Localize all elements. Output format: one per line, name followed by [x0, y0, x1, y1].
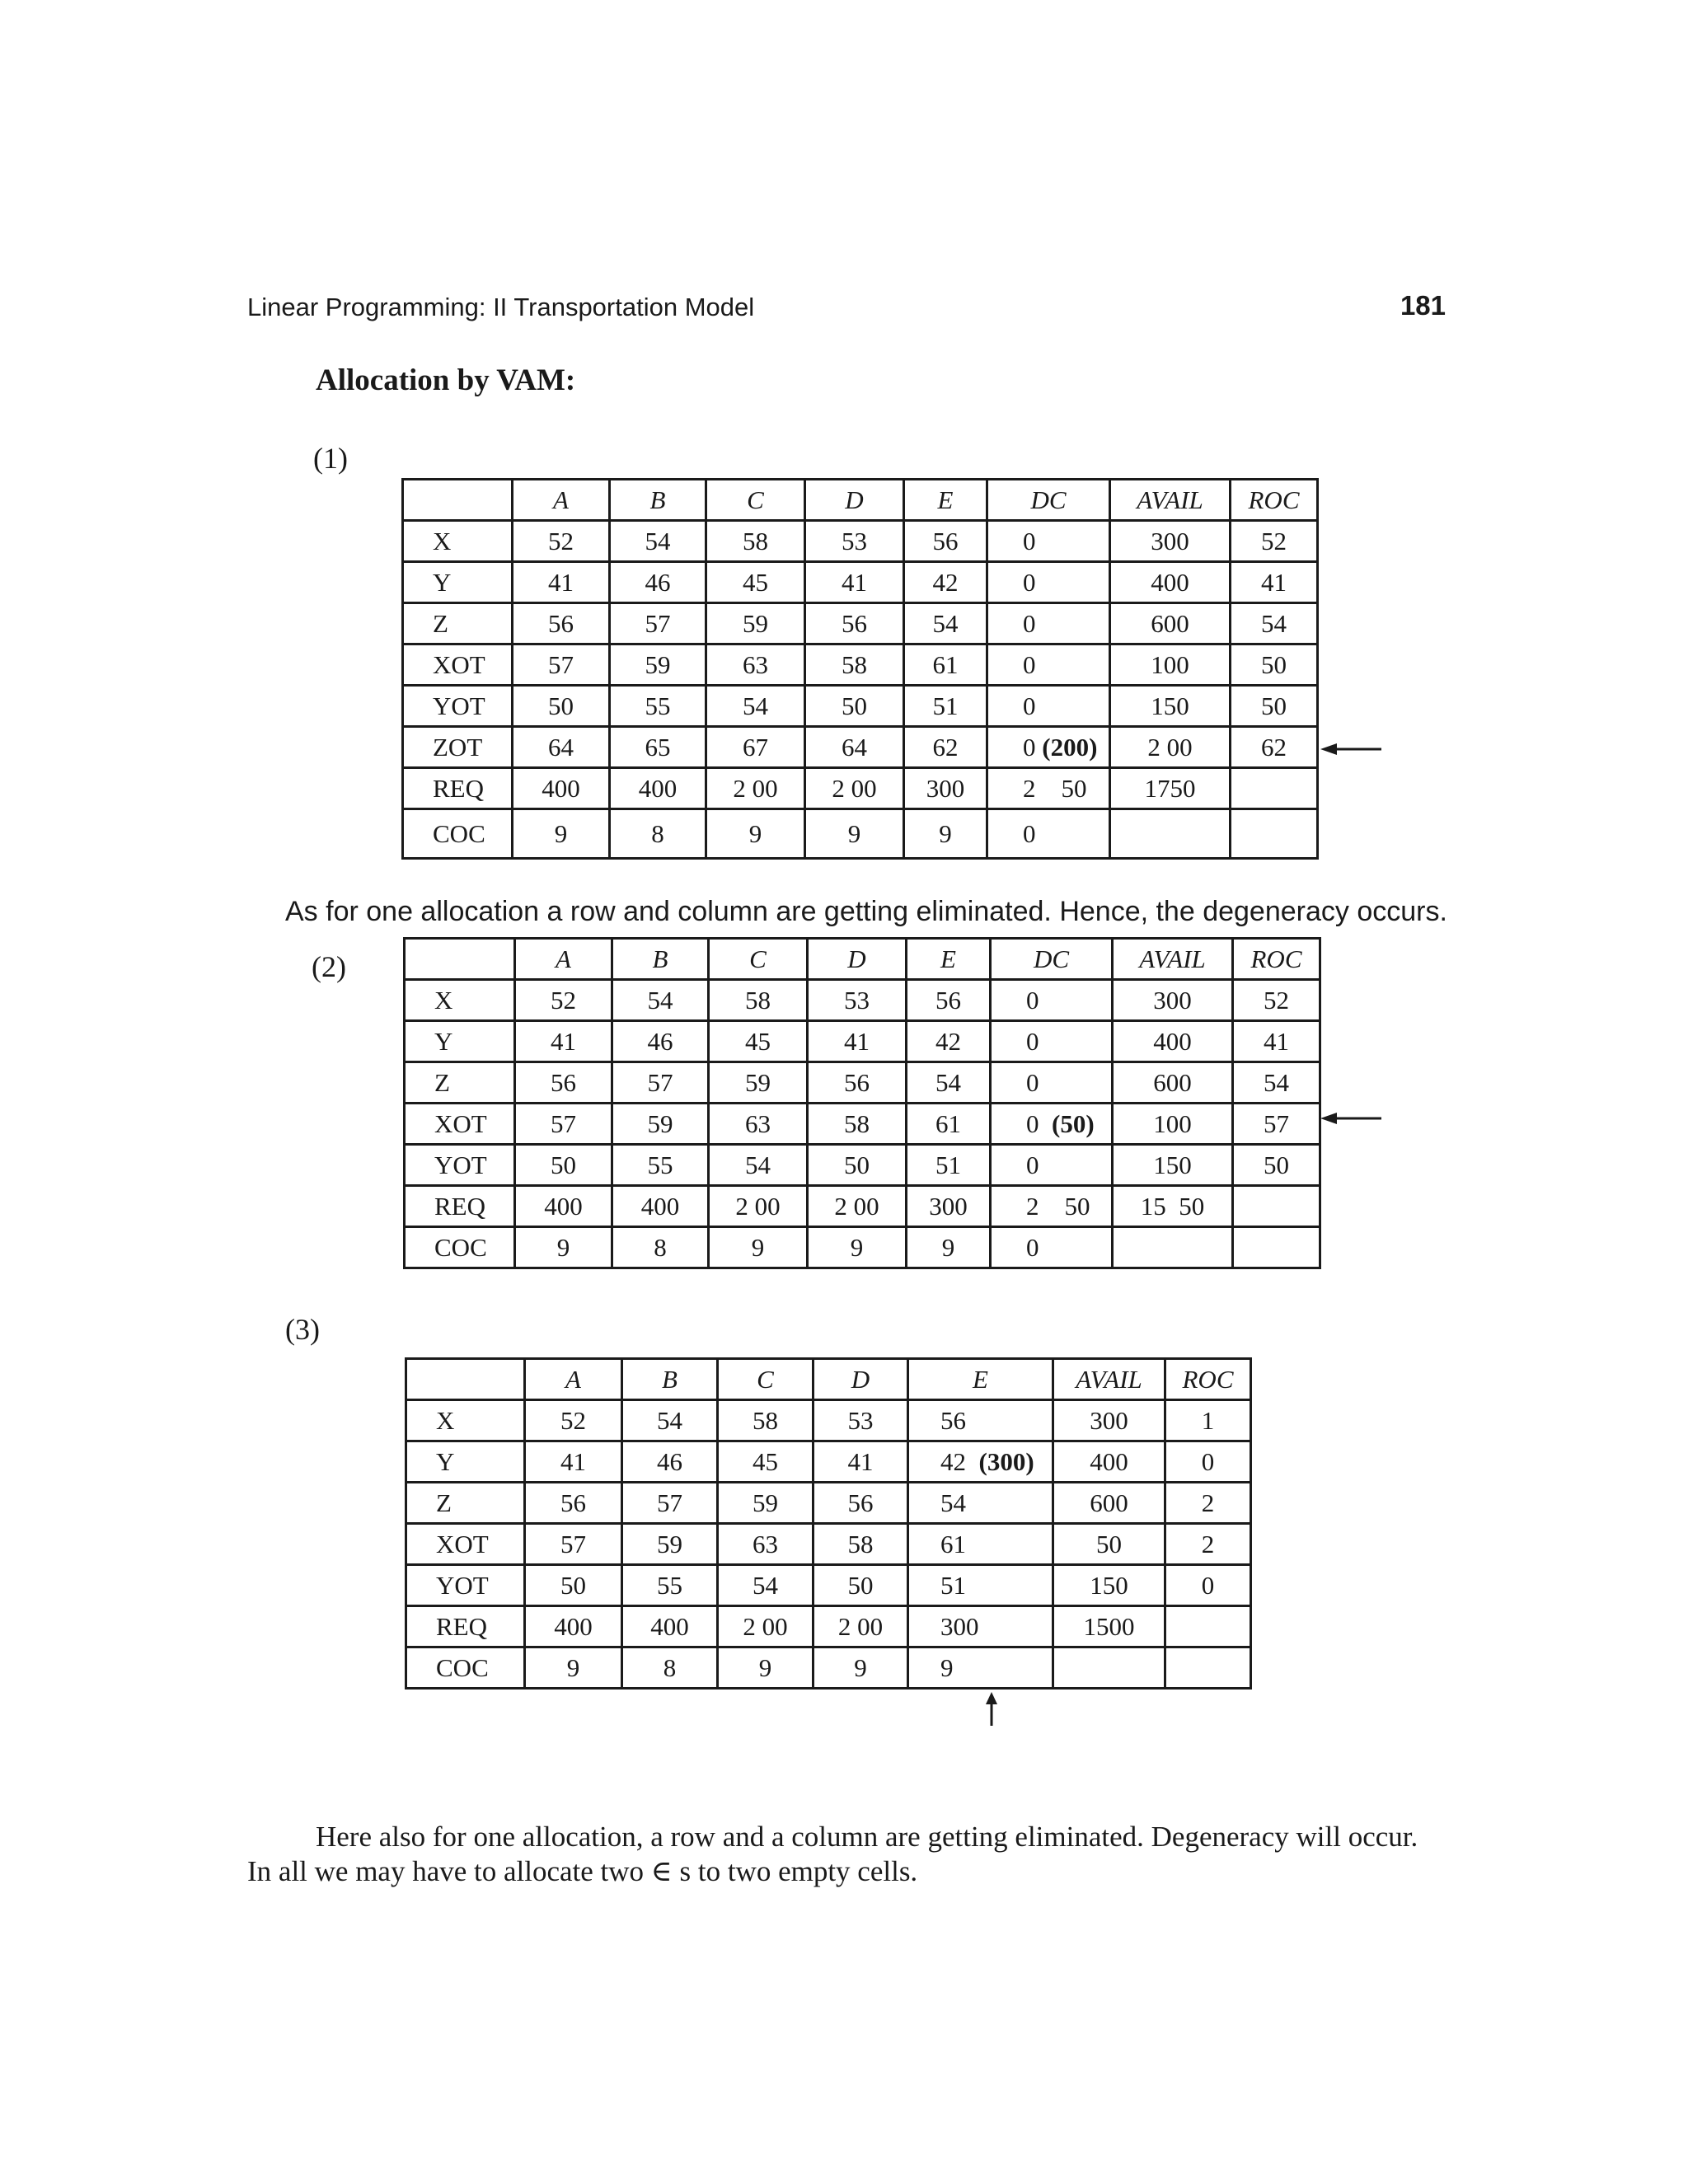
- table-cell: 50: [1053, 1524, 1165, 1565]
- table-row: [406, 1647, 1251, 1689]
- table-cell: 0: [1165, 1441, 1251, 1483]
- table-cell: 42: [904, 562, 987, 603]
- table-cell: 8: [610, 809, 706, 859]
- allocation-value: (200): [1042, 733, 1098, 762]
- column-header: B: [610, 480, 706, 521]
- table-cell: 150: [1053, 1565, 1165, 1606]
- table-cell: 41: [513, 562, 610, 603]
- table-cell: 56: [805, 603, 904, 644]
- table-cell: [908, 1441, 1053, 1483]
- table-cell: 9: [513, 809, 610, 859]
- table-cell: 2 00: [718, 1606, 814, 1647]
- table-cell: 1750: [1110, 768, 1231, 809]
- table-cell: 61: [907, 1104, 991, 1145]
- table-cell: [1233, 1227, 1320, 1268]
- table-cell: 56: [808, 1062, 907, 1104]
- column-header: D: [808, 939, 907, 980]
- table-cell: 50: [808, 1145, 907, 1186]
- table-cell: 59: [706, 603, 805, 644]
- row-label: XOT: [403, 644, 513, 686]
- step-1-label: (1): [313, 442, 348, 475]
- table-cell: 54: [706, 686, 805, 727]
- table-row: [403, 809, 1318, 859]
- table-cell: 400: [622, 1606, 718, 1647]
- table-cell: 56: [814, 1483, 908, 1524]
- table-cell: 45: [718, 1441, 814, 1483]
- table-cell: 58: [709, 980, 808, 1021]
- row-label: COC: [405, 1227, 515, 1268]
- table-cell: 0: [987, 603, 1110, 644]
- row-label: Z: [406, 1483, 525, 1524]
- column-header: [403, 480, 513, 521]
- column-header: A: [515, 939, 612, 980]
- table-cell: 54: [908, 1483, 1053, 1524]
- column-header: AVAIL: [1053, 1359, 1165, 1400]
- row-label: X: [406, 1400, 525, 1441]
- table-cell: 54: [907, 1062, 991, 1104]
- table-cell: 50: [515, 1145, 612, 1186]
- table-cell: 54: [622, 1400, 718, 1441]
- table-cell: 300: [1053, 1400, 1165, 1441]
- table-cell: 600: [1053, 1483, 1165, 1524]
- row-label: Y: [405, 1021, 515, 1062]
- row-label: Z: [403, 603, 513, 644]
- table-cell: 53: [814, 1400, 908, 1441]
- table-cell: 52: [1233, 980, 1320, 1021]
- table-row: [405, 1021, 1320, 1062]
- table-cell: 2 00: [709, 1186, 808, 1227]
- table-cell: 100: [1110, 644, 1231, 686]
- cell-cost: 0: [1026, 1109, 1052, 1138]
- table-cell: 8: [612, 1227, 709, 1268]
- table-cell: 56: [908, 1400, 1053, 1441]
- table-row: [406, 1441, 1251, 1483]
- degeneracy-sentence: As for one allocation a row and column are getting eliminated. Hence, the degeneracy occurs.: [285, 896, 1447, 927]
- table-cell: 0: [987, 521, 1110, 562]
- row-label: YOT: [405, 1145, 515, 1186]
- table-row: [403, 603, 1318, 644]
- table-cell: 53: [808, 980, 907, 1021]
- table-cell: 54: [1233, 1062, 1320, 1104]
- table-cell: 0: [991, 1062, 1113, 1104]
- row-label: XOT: [405, 1104, 515, 1145]
- table-row: [406, 1606, 1251, 1647]
- step-3-label: (3): [285, 1313, 320, 1346]
- cell-cost: 0: [1023, 733, 1043, 762]
- table-cell: 9: [908, 1647, 1053, 1689]
- row-label: YOT: [403, 686, 513, 727]
- table-cell: 9: [907, 1227, 991, 1268]
- table-cell: 2 00: [814, 1606, 908, 1647]
- table-cell: 56: [515, 1062, 612, 1104]
- table-row: [405, 1104, 1320, 1145]
- table-cell: 0: [1165, 1565, 1251, 1606]
- table-cell: 64: [805, 727, 904, 768]
- table-cell: 50: [814, 1565, 908, 1606]
- table-cell: 61: [904, 644, 987, 686]
- table-row: [405, 980, 1320, 1021]
- column-header: ROC: [1165, 1359, 1251, 1400]
- table-cell: 56: [907, 980, 991, 1021]
- table-cell: 57: [622, 1483, 718, 1524]
- table-cell: 62: [1231, 727, 1318, 768]
- table-cell: 59: [610, 644, 706, 686]
- table-cell: 54: [610, 521, 706, 562]
- table-cell: 9: [525, 1647, 622, 1689]
- table-cell: 55: [610, 686, 706, 727]
- table-cell: 58: [814, 1524, 908, 1565]
- row-label: YOT: [406, 1565, 525, 1606]
- table-cell: 300: [907, 1186, 991, 1227]
- table-cell: 57: [610, 603, 706, 644]
- table-cell: 9: [814, 1647, 908, 1689]
- table-header-row: [405, 939, 1320, 980]
- table-cell: 50: [1231, 644, 1318, 686]
- column-header: B: [612, 939, 709, 980]
- row-label: COC: [406, 1647, 525, 1689]
- column-header: E: [904, 480, 987, 521]
- table-cell: 58: [808, 1104, 907, 1145]
- row-label: REQ: [405, 1186, 515, 1227]
- table-cell: 46: [622, 1441, 718, 1483]
- row-label: REQ: [406, 1606, 525, 1647]
- row-label: XOT: [406, 1524, 525, 1565]
- column-header: D: [805, 480, 904, 521]
- table-cell: 52: [525, 1400, 622, 1441]
- table-cell: 41: [1231, 562, 1318, 603]
- table-cell: 41: [515, 1021, 612, 1062]
- table-cell: 15 50: [1113, 1186, 1233, 1227]
- table-cell: 50: [513, 686, 610, 727]
- table-cell: 9: [515, 1227, 612, 1268]
- table-cell: 400: [1053, 1441, 1165, 1483]
- table-cell: 53: [805, 521, 904, 562]
- row-arrow-icon: [1319, 1108, 1385, 1128]
- table-cell: 54: [709, 1145, 808, 1186]
- table-cell: 400: [525, 1606, 622, 1647]
- table-cell: 300: [904, 768, 987, 809]
- allocation-value: (50): [1052, 1109, 1095, 1138]
- row-arrow-icon: [1319, 739, 1385, 759]
- table-cell: 2 50: [991, 1186, 1113, 1227]
- table-cell: 9: [808, 1227, 907, 1268]
- table-row: [405, 1227, 1320, 1268]
- table-cell: 51: [904, 686, 987, 727]
- table-cell: 1500: [1053, 1606, 1165, 1647]
- table-cell: 0: [991, 980, 1113, 1021]
- table-cell: 63: [709, 1104, 808, 1145]
- column-header: [405, 939, 515, 980]
- table-cell: 56: [513, 603, 610, 644]
- table-cell: 45: [709, 1021, 808, 1062]
- running-head: Linear Programming: II Transportation Model: [247, 293, 755, 321]
- table-cell: 50: [1231, 686, 1318, 727]
- row-label: REQ: [403, 768, 513, 809]
- table-cell: 0: [991, 1021, 1113, 1062]
- table-cell: 50: [805, 686, 904, 727]
- table-cell: 8: [622, 1647, 718, 1689]
- table-cell: 57: [515, 1104, 612, 1145]
- table-cell: 400: [515, 1186, 612, 1227]
- table-cell: 600: [1110, 603, 1231, 644]
- table-cell: [1053, 1647, 1165, 1689]
- table-cell: 59: [622, 1524, 718, 1565]
- row-label: COC: [403, 809, 513, 859]
- table-row: [405, 1186, 1320, 1227]
- cell-cost: 42: [940, 1447, 979, 1476]
- table-cell: [991, 1104, 1113, 1145]
- table-cell: 46: [610, 562, 706, 603]
- table-cell: 9: [709, 1227, 808, 1268]
- table-cell: [1231, 768, 1318, 809]
- table-cell: 65: [610, 727, 706, 768]
- table-row: [405, 1145, 1320, 1186]
- table-row: [403, 686, 1318, 727]
- table-cell: [1165, 1647, 1251, 1689]
- section-heading: Allocation by VAM:: [316, 363, 576, 397]
- table-row: [406, 1400, 1251, 1441]
- column-header: ROC: [1233, 939, 1320, 980]
- table-cell: 64: [513, 727, 610, 768]
- table-cell: 400: [513, 768, 610, 809]
- table-cell: 61: [908, 1524, 1053, 1565]
- table-cell: 57: [525, 1524, 622, 1565]
- table-cell: 0: [991, 1227, 1113, 1268]
- page-number: 181: [1400, 290, 1446, 321]
- table-cell: 400: [610, 768, 706, 809]
- table-cell: 52: [513, 521, 610, 562]
- column-header: [406, 1359, 525, 1400]
- column-header: DC: [987, 480, 1110, 521]
- table-cell: 63: [718, 1524, 814, 1565]
- row-label: X: [405, 980, 515, 1021]
- table-cell: 63: [706, 644, 805, 686]
- table-cell: [1110, 809, 1231, 859]
- table-cell: 9: [706, 809, 805, 859]
- table-cell: [1113, 1227, 1233, 1268]
- table-cell: 58: [706, 521, 805, 562]
- table-cell: [1231, 809, 1318, 859]
- column-header: A: [513, 480, 610, 521]
- row-label: ZOT: [403, 727, 513, 768]
- table-row: [406, 1483, 1251, 1524]
- table-cell: 58: [718, 1400, 814, 1441]
- table-cell: 41: [805, 562, 904, 603]
- column-header: AVAIL: [1110, 480, 1231, 521]
- table-cell: 58: [805, 644, 904, 686]
- table-cell: 57: [513, 644, 610, 686]
- table-cell: 0: [987, 562, 1110, 603]
- table-cell: 9: [805, 809, 904, 859]
- table-row: [403, 768, 1318, 809]
- table-cell: 400: [612, 1186, 709, 1227]
- table-cell: 100: [1113, 1104, 1233, 1145]
- vam-table-step-1: [401, 478, 1319, 860]
- table-cell: 2 00: [808, 1186, 907, 1227]
- table-row: [403, 562, 1318, 603]
- table-cell: 0: [987, 686, 1110, 727]
- table-cell: 50: [525, 1565, 622, 1606]
- table-cell: 41: [814, 1441, 908, 1483]
- column-arrow-icon: [982, 1691, 1001, 1727]
- table-cell: 41: [525, 1441, 622, 1483]
- table-cell: 56: [525, 1483, 622, 1524]
- table-cell: 50: [1233, 1145, 1320, 1186]
- column-header: B: [622, 1359, 718, 1400]
- table-cell: 55: [612, 1145, 709, 1186]
- column-header: C: [718, 1359, 814, 1400]
- column-header: E: [908, 1359, 1053, 1400]
- table-cell: [987, 727, 1110, 768]
- table-header-row: [406, 1359, 1251, 1400]
- table-cell: 300: [1110, 521, 1231, 562]
- row-label: Y: [403, 562, 513, 603]
- table-cell: 1: [1165, 1400, 1251, 1441]
- table-cell: 2: [1165, 1483, 1251, 1524]
- table-cell: 54: [612, 980, 709, 1021]
- table-cell: 54: [904, 603, 987, 644]
- column-header: A: [525, 1359, 622, 1400]
- table-cell: 2 00: [706, 768, 805, 809]
- closing-paragraph: Here also for one allocation, a row and a column are getting eliminated. Degeneracy will occur. In all we may have to allocate two ∈ s to two empty cells.: [247, 1821, 1418, 1887]
- table-cell: 41: [808, 1021, 907, 1062]
- table-row: [406, 1524, 1251, 1565]
- allocation-value: (300): [978, 1447, 1034, 1476]
- column-header: DC: [991, 939, 1113, 980]
- table-cell: 0: [991, 1145, 1113, 1186]
- table-cell: 46: [612, 1021, 709, 1062]
- table-cell: 51: [907, 1145, 991, 1186]
- table-cell: 52: [515, 980, 612, 1021]
- column-header: C: [706, 480, 805, 521]
- column-header: AVAIL: [1113, 939, 1233, 980]
- table-cell: 2: [1165, 1524, 1251, 1565]
- table-cell: 59: [709, 1062, 808, 1104]
- table-row: [406, 1565, 1251, 1606]
- table-cell: 52: [1231, 521, 1318, 562]
- vam-table-step-2: [403, 937, 1321, 1269]
- table-cell: 42: [907, 1021, 991, 1062]
- table-row: [403, 727, 1318, 768]
- table-cell: 41: [1233, 1021, 1320, 1062]
- table-cell: 57: [612, 1062, 709, 1104]
- table-cell: 45: [706, 562, 805, 603]
- table-cell: 55: [622, 1565, 718, 1606]
- table-cell: 51: [908, 1565, 1053, 1606]
- table-cell: 59: [718, 1483, 814, 1524]
- table-row: [405, 1062, 1320, 1104]
- table-cell: 9: [718, 1647, 814, 1689]
- table-cell: 150: [1113, 1145, 1233, 1186]
- table-row: [403, 521, 1318, 562]
- column-header: E: [907, 939, 991, 980]
- table-cell: 67: [706, 727, 805, 768]
- column-header: ROC: [1231, 480, 1318, 521]
- table-cell: 150: [1110, 686, 1231, 727]
- table-cell: [1233, 1186, 1320, 1227]
- table-row: [403, 644, 1318, 686]
- table-header-row: [403, 480, 1318, 521]
- table-cell: 300: [908, 1606, 1053, 1647]
- table-cell: 56: [904, 521, 987, 562]
- table-cell: 600: [1113, 1062, 1233, 1104]
- table-cell: 2 00: [805, 768, 904, 809]
- table-cell: 400: [1110, 562, 1231, 603]
- table-cell: 2 50: [987, 768, 1110, 809]
- table-cell: 2 00: [1110, 727, 1231, 768]
- column-header: D: [814, 1359, 908, 1400]
- table-cell: 400: [1113, 1021, 1233, 1062]
- vam-table-step-3: [405, 1357, 1252, 1690]
- table-cell: 300: [1113, 980, 1233, 1021]
- row-label: Z: [405, 1062, 515, 1104]
- table-cell: 0: [987, 809, 1110, 859]
- table-cell: 0: [987, 644, 1110, 686]
- table-cell: 9: [904, 809, 987, 859]
- table-cell: 62: [904, 727, 987, 768]
- table-cell: [1165, 1606, 1251, 1647]
- table-cell: 57: [1233, 1104, 1320, 1145]
- row-label: X: [403, 521, 513, 562]
- table-cell: 54: [1231, 603, 1318, 644]
- row-label: Y: [406, 1441, 525, 1483]
- column-header: C: [709, 939, 808, 980]
- step-2-label: (2): [312, 950, 346, 983]
- table-cell: 59: [612, 1104, 709, 1145]
- table-cell: 54: [718, 1565, 814, 1606]
